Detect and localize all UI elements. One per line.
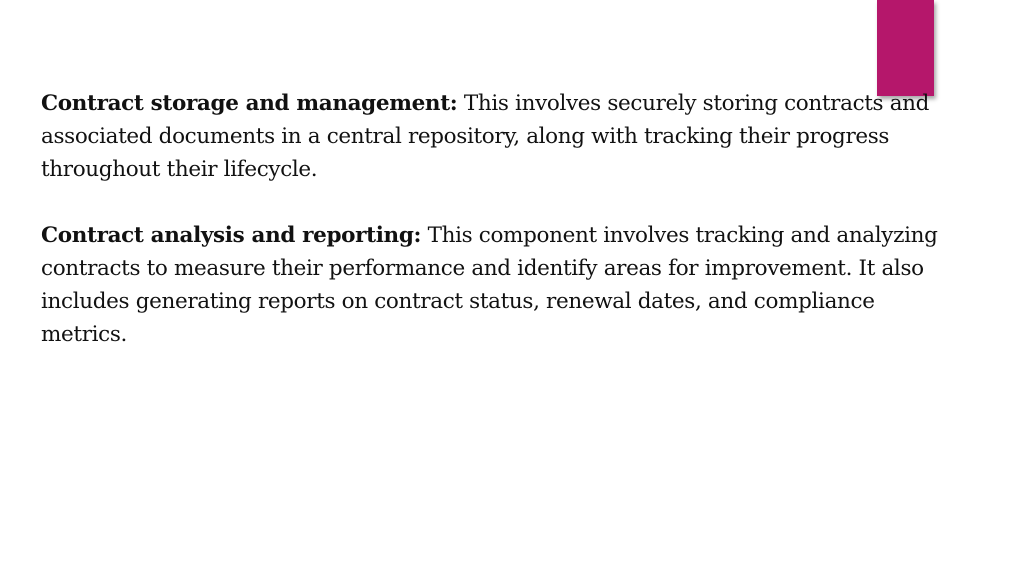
accent-bar [877, 0, 934, 96]
paragraph-contract-analysis [41, 219, 961, 351]
paragraph-heading: Contract storage and management: [41, 91, 458, 116]
paragraph-heading: Contract analysis and reporting: [41, 223, 422, 248]
slide-content [41, 87, 961, 384]
paragraph-contract-storage [41, 87, 961, 186]
paragraph-body: This component involves tracking and analyzing contracts to measure their performance and identify areas for improvement. It also includes generating reports on contract status, renewal dates, and compliance metrics. [41, 223, 938, 347]
paragraph-body: This involves securely storing contracts and associated documents in a central repository, along with tracking their progress throughout their lifecycle. [41, 91, 930, 182]
